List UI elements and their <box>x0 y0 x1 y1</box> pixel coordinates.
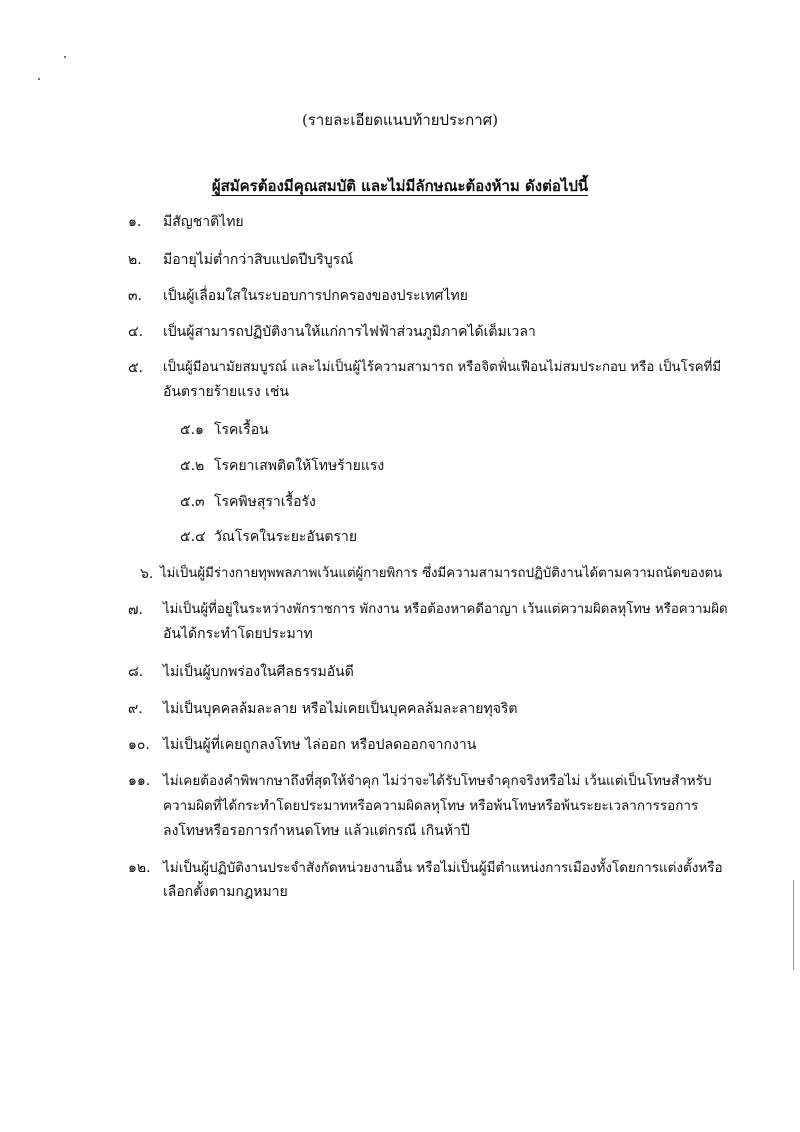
sub-item-text: โรคพิษสุราเรื้อรัง <box>214 494 316 510</box>
item-text: อันได้กระทำโดยประมาท <box>163 626 313 642</box>
item-text: อันตรายร้ายแรง เช่น <box>163 384 289 400</box>
document-heading <box>0 174 800 198</box>
heading-text: ผู้สมัครต้องมีคุณสมบัติ และไม่มีลักษณะต้องห้าม ดังต่อไปนี้ <box>211 177 589 195</box>
item-text: ความผิดที่ได้กระทำโดยประมาทหรือความผิดลหุโทษ หรือพ้นโทษหรือพ้นระยะเวลาการรอการ <box>163 798 699 814</box>
item-text: ไม่เป็นผู้ที่เคยถูกลงโทษ ไล่ออก หรือปลดออกจากงาน <box>163 737 477 753</box>
item-number: ๑๒. <box>128 860 151 876</box>
scan-edge-mark <box>793 880 794 970</box>
sub-item-text: โรคยาเสพติดให้โทษร้ายแรง <box>214 458 385 474</box>
item-text: ไม่เป็นผู้มีร่างกายทุพพลภาพเว้นแต่ผู้กายพิการ ซึ่งมีความสามารถปฏิบัติงานได้ตามความถนัดของตน <box>160 566 723 581</box>
item-number: ๖. <box>140 566 154 582</box>
sub-item-text: วัณโรคในระยะอันตราย <box>214 529 358 545</box>
item-text: เป็นผู้มีอนามัยสมบูรณ์ และไม่เป็นผู้ไร้ความสามารถ หรือจิตฟั่นเฟือนไม่สมประกอบ หรือ เป็นโรคที่มี <box>163 360 722 375</box>
item-number: ๑. <box>128 214 142 230</box>
item-number: ๓. <box>128 288 143 304</box>
item-number: ๑๑. <box>128 773 151 789</box>
item-text: ไม่เป็นผู้ที่อยู่ในระหว่างพักราชการ พักงาน หรือต้องหาคดีอาญา เว้นแต่ความผิดลหุโทษ หรือความผิด <box>163 602 728 617</box>
item-text: ลงโทษหรือรอการกำหนดโทษ แล้วแต่กรณี เกินห้าปี <box>163 823 470 839</box>
item-number: ๙. <box>128 701 143 717</box>
item-text: เป็นผู้เลื่อมใสในระบอบการปกครองของประเทศไทย <box>163 288 468 304</box>
sub-item-text: โรคเรื้อน <box>214 422 269 438</box>
item-number: ๑๐. <box>128 737 150 753</box>
sub-item-number: ๕.๒ <box>180 458 205 474</box>
item-number: ๘. <box>128 664 144 680</box>
item-text: มีอายุไม่ต่ำกว่าสิบแปดปีบริบูรณ์ <box>163 252 354 268</box>
item-number: ๕. <box>128 360 144 376</box>
item-text: เลือกตั้งตามกฎหมาย <box>163 884 288 900</box>
sub-item-number: ๕.๓ <box>180 494 205 510</box>
scan-speck <box>38 78 40 80</box>
sub-item-number: ๕.๔ <box>180 529 206 545</box>
sub-item-number: ๕.๑ <box>180 422 204 438</box>
scan-speck <box>64 56 66 58</box>
item-number: ๒. <box>128 252 142 268</box>
item-text: มีสัญชาติไทย <box>163 214 244 230</box>
item-number: ๗. <box>128 602 143 618</box>
document-subtitle: (รายละเอียดแนบท้ายประกาศ) <box>301 111 499 129</box>
item-text: ไม่เคยต้องคำพิพากษาถึงที่สุดให้จำคุก ไม่ว่าจะได้รับโทษจำคุกจริงหรือไม่ เว้นแต่เป็นโทษสำหรับ <box>163 773 712 789</box>
item-text: ไม่เป็นผู้บกพร่องในศีลธรรมอันดี <box>163 664 354 680</box>
item-number: ๔. <box>128 324 144 340</box>
item-text: เป็นผู้สามารถปฏิบัติงานให้แก่การไฟฟ้าส่วนภูมิภาคได้เต็มเวลา <box>163 324 536 340</box>
item-text: ไม่เป็นผู้ปฏิบัติงานประจำสังกัดหน่วยงานอื่น หรือไม่เป็นผู้มีตำแหน่งการเมืองทั้งโดยการแต่งตั้งหรือ <box>163 860 723 876</box>
item-text: ไม่เป็นบุคคลล้มละลาย หรือไม่เคยเป็นบุคคลล้มละลายทุจริต <box>163 701 518 717</box>
